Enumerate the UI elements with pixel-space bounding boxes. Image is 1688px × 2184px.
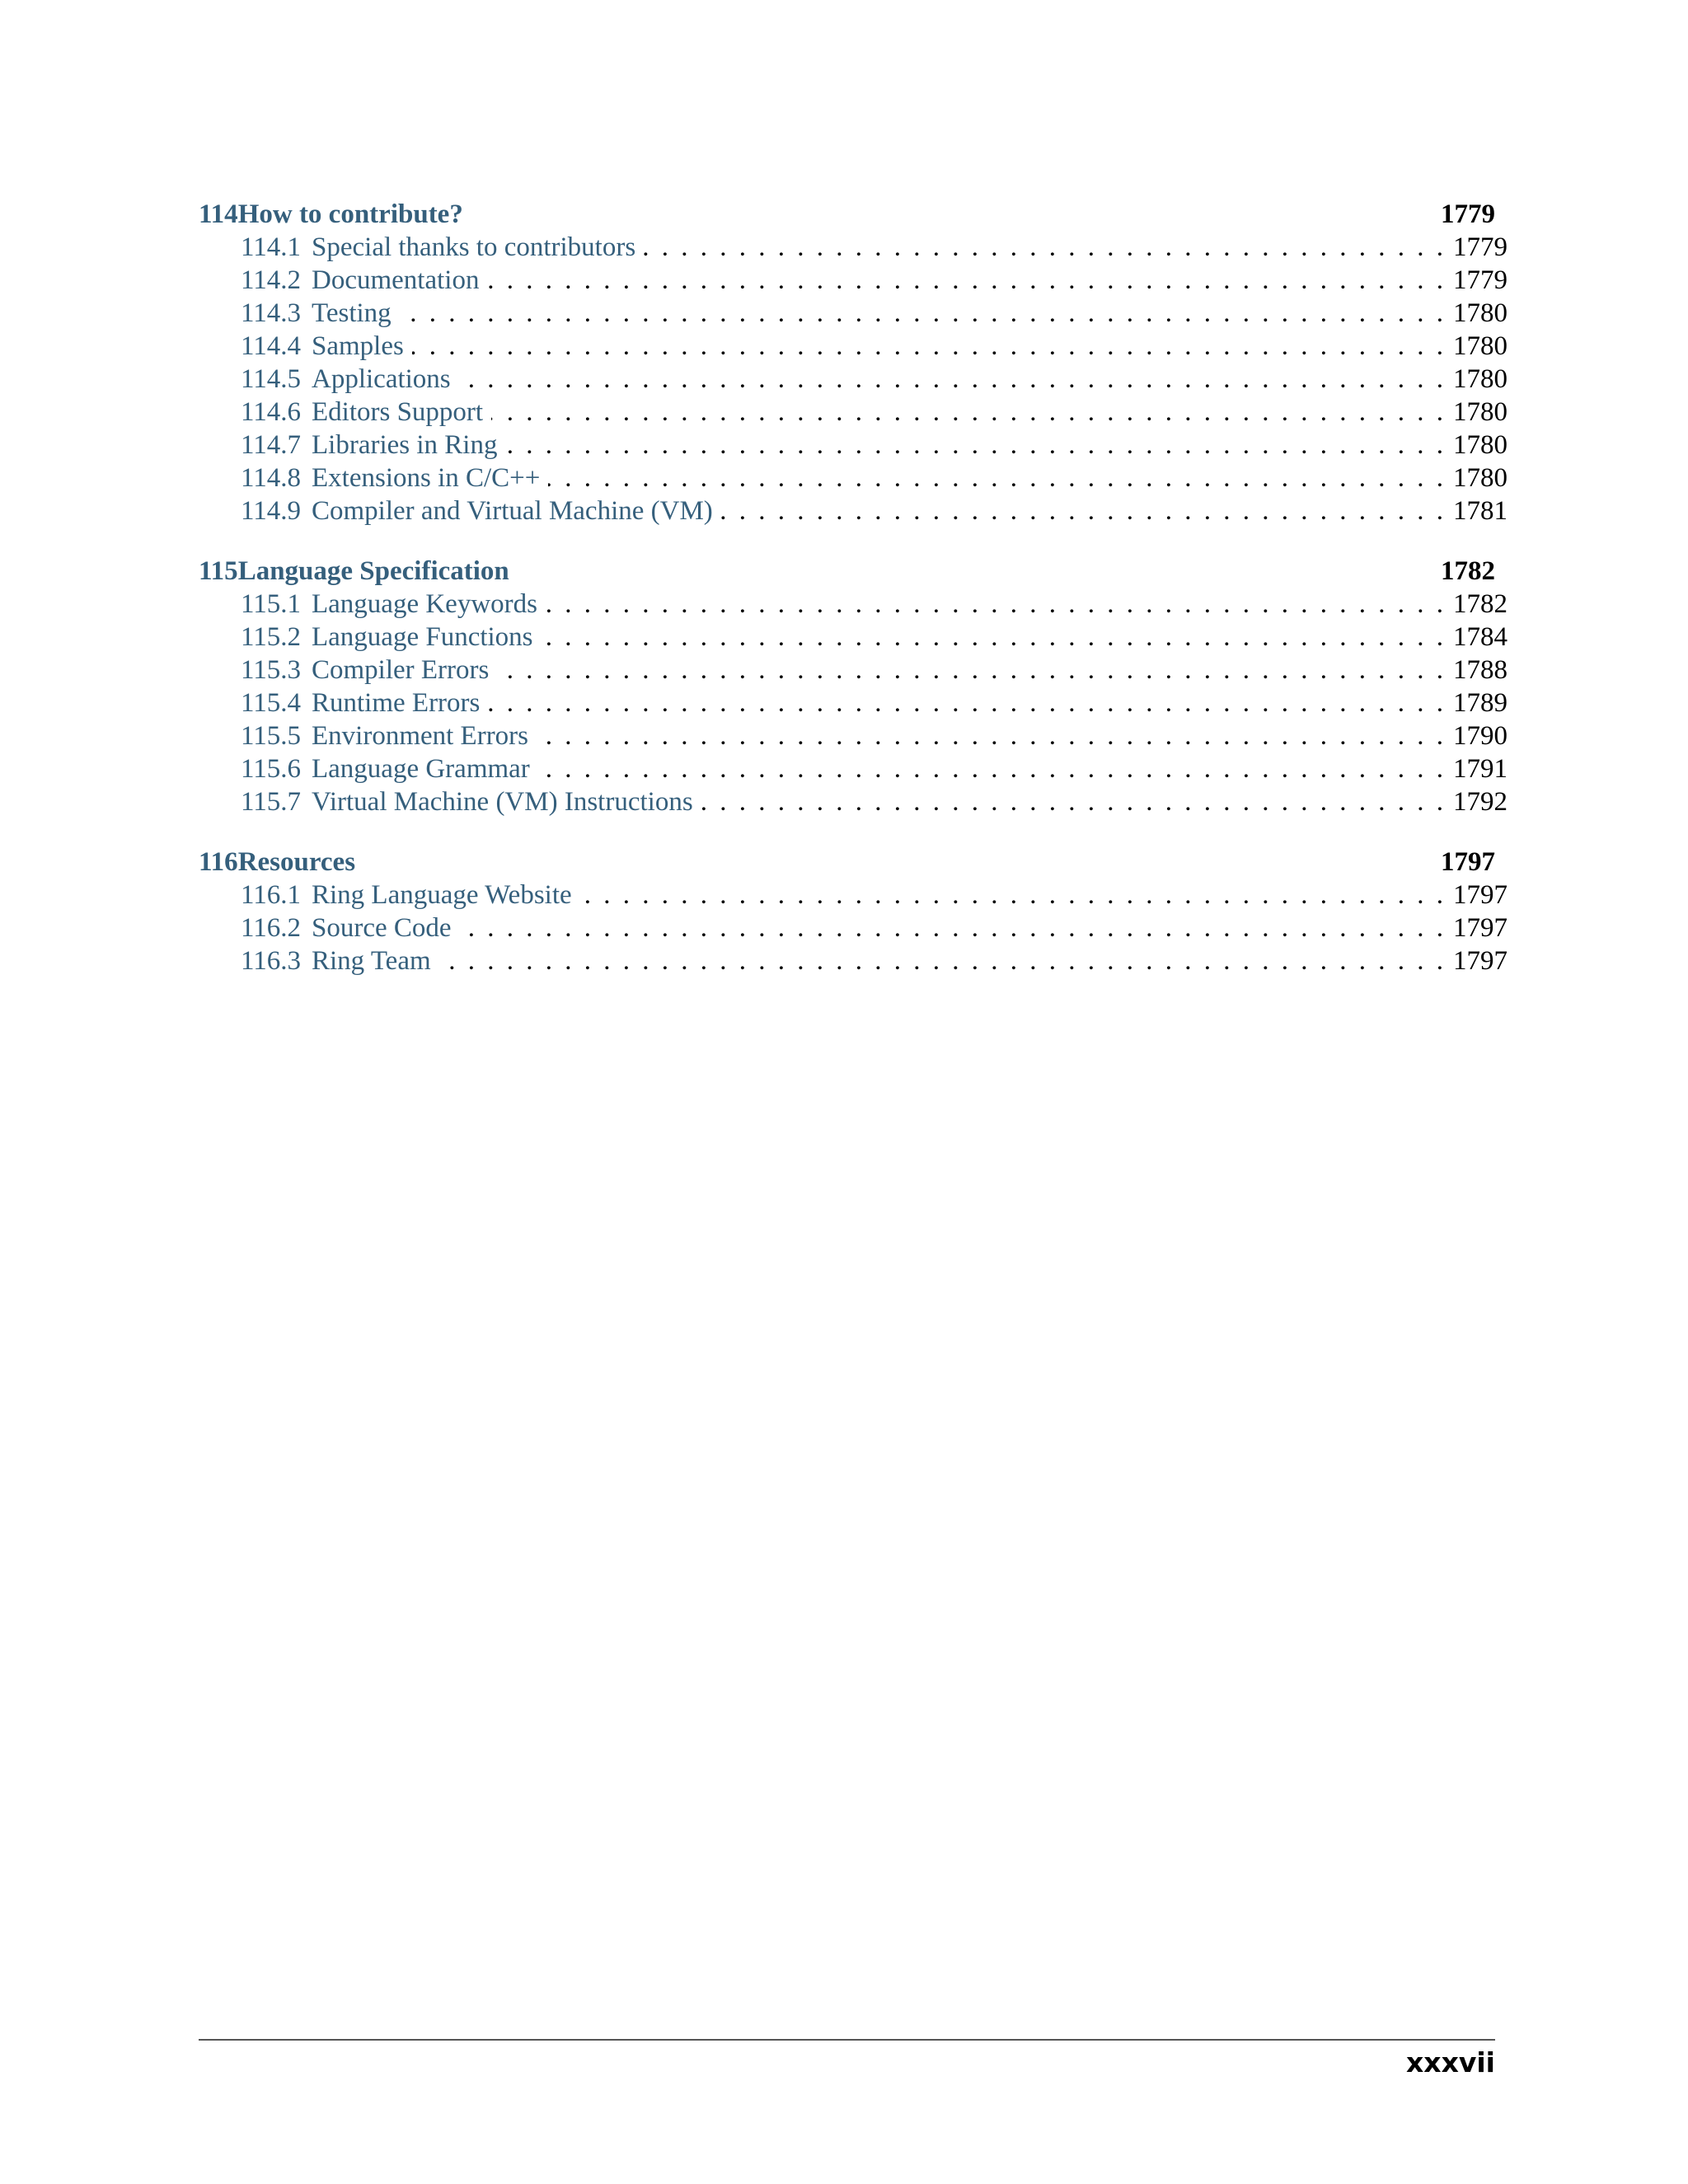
section-title-link[interactable]: Testing — [312, 298, 392, 328]
section-page-number: 1780 — [1453, 430, 1507, 460]
chapter-title-link[interactable]: Resources — [237, 847, 356, 877]
section-page-number: 1779 — [1453, 232, 1507, 262]
section-number[interactable]: 115.5 — [241, 721, 302, 751]
dot-leader — [505, 429, 1443, 462]
section-number[interactable]: 115.2 — [241, 622, 302, 652]
section-number[interactable]: 116.3 — [241, 946, 302, 976]
chapter-number[interactable]: 115 — [199, 556, 238, 586]
toc-entry[interactable] — [199, 297, 1507, 330]
toc-entry[interactable] — [199, 588, 1507, 621]
section-number[interactable]: 114.2 — [241, 265, 302, 295]
toc-entry[interactable] — [199, 719, 1507, 752]
dot-leader — [488, 687, 1443, 719]
toc-entry[interactable] — [199, 462, 1507, 494]
chapter-title-link[interactable]: How to contribute? — [237, 199, 463, 229]
dot-leader — [721, 494, 1443, 527]
dot-leader — [542, 621, 1443, 654]
section-number[interactable]: 114.3 — [241, 298, 302, 328]
section-title-link[interactable]: Language Keywords — [312, 589, 537, 619]
section-title-link[interactable]: Ring Language Website — [312, 880, 572, 910]
toc-chapter — [199, 198, 1507, 527]
dot-leader — [459, 363, 1443, 396]
section-page-number: 1789 — [1453, 688, 1507, 718]
toc-chapter-heading[interactable] — [199, 198, 1507, 231]
section-page-number: 1797 — [1453, 946, 1507, 976]
chapter-number[interactable]: 114 — [199, 199, 238, 229]
section-title-link[interactable]: Source Code — [312, 913, 452, 943]
toc-chapter — [199, 846, 1507, 977]
section-title-link[interactable]: Ring Team — [312, 946, 431, 976]
chapter-page-number: 1797 — [1441, 847, 1495, 877]
toc-entry[interactable] — [199, 912, 1507, 944]
toc-chapter-heading[interactable] — [199, 555, 1507, 588]
section-number[interactable]: 115.7 — [241, 787, 302, 817]
dot-leader — [497, 654, 1443, 687]
page-folio: xxxvii — [1406, 2046, 1495, 2079]
toc-entry[interactable] — [199, 231, 1507, 264]
section-number[interactable]: 114.5 — [241, 364, 302, 394]
dot-leader — [548, 462, 1443, 494]
toc-chapter — [199, 555, 1507, 818]
toc-entry[interactable] — [199, 330, 1507, 363]
section-title-link[interactable]: Language Grammar — [312, 754, 530, 784]
section-page-number: 1797 — [1453, 913, 1507, 943]
toc-entry[interactable] — [199, 363, 1507, 396]
dot-leader — [546, 588, 1443, 621]
chapter-title-link[interactable]: Language Specification — [237, 556, 509, 586]
section-number[interactable]: 115.3 — [241, 655, 302, 685]
section-title-link[interactable]: Environment Errors — [312, 721, 529, 751]
dot-leader — [537, 719, 1443, 752]
toc-entry[interactable] — [199, 687, 1507, 719]
toc-chapter-heading[interactable] — [199, 846, 1507, 879]
section-title-link[interactable]: Compiler Errors — [312, 655, 490, 685]
section-page-number: 1782 — [1453, 589, 1507, 619]
section-number[interactable]: 114.6 — [241, 397, 302, 427]
section-title-link[interactable]: Runtime Errors — [312, 688, 481, 718]
section-number[interactable]: 114.9 — [241, 496, 302, 526]
footer-rule — [199, 2039, 1495, 2041]
chapter-number[interactable]: 116 — [199, 847, 238, 877]
section-title-link[interactable]: Language Functions — [312, 622, 533, 652]
section-page-number: 1784 — [1453, 622, 1507, 652]
section-page-number: 1780 — [1453, 364, 1507, 394]
toc-entry[interactable] — [199, 494, 1507, 527]
section-number[interactable]: 114.7 — [241, 430, 302, 460]
section-page-number: 1788 — [1453, 655, 1507, 685]
toc-entry[interactable] — [199, 785, 1507, 818]
section-page-number: 1779 — [1453, 265, 1507, 295]
section-number[interactable]: 115.6 — [241, 754, 302, 784]
section-title-link[interactable]: Editors Support — [312, 397, 484, 427]
toc-entry[interactable] — [199, 752, 1507, 785]
dot-leader — [460, 912, 1443, 944]
toc-entry[interactable] — [199, 396, 1507, 429]
section-title-link[interactable]: Special thanks to contributors — [312, 232, 636, 262]
section-page-number: 1780 — [1453, 397, 1507, 427]
section-number[interactable]: 114.1 — [241, 232, 302, 262]
section-number[interactable]: 116.2 — [241, 913, 302, 943]
toc-entry[interactable] — [199, 264, 1507, 297]
section-page-number: 1791 — [1453, 754, 1507, 784]
section-number[interactable]: 114.8 — [241, 463, 302, 493]
section-page-number: 1790 — [1453, 721, 1507, 751]
section-title-link[interactable]: Virtual Machine (VM) Instructions — [312, 787, 693, 817]
section-title-link[interactable]: Documentation — [312, 265, 480, 295]
dot-leader — [580, 879, 1443, 912]
toc-entry[interactable] — [199, 429, 1507, 462]
chapter-page-number: 1782 — [1441, 556, 1495, 586]
dot-leader — [538, 752, 1443, 785]
section-number[interactable]: 115.1 — [241, 589, 302, 619]
section-title-link[interactable]: Extensions in C/C++ — [312, 463, 541, 493]
section-page-number: 1780 — [1453, 331, 1507, 361]
toc-entry[interactable] — [199, 879, 1507, 912]
dot-leader — [701, 785, 1443, 818]
section-title-link[interactable]: Samples — [312, 331, 404, 361]
toc-entry[interactable] — [199, 944, 1507, 977]
toc-entry[interactable] — [199, 621, 1507, 654]
dot-leader — [644, 231, 1443, 264]
section-page-number: 1797 — [1453, 880, 1507, 910]
section-page-number: 1792 — [1453, 787, 1507, 817]
section-title-link[interactable]: Libraries in Ring — [312, 430, 498, 460]
section-page-number: 1780 — [1453, 463, 1507, 493]
dot-leader — [400, 297, 1443, 330]
section-page-number: 1780 — [1453, 298, 1507, 328]
dot-leader — [412, 330, 1443, 363]
section-page-number: 1781 — [1453, 496, 1507, 526]
table-of-contents — [199, 198, 1507, 1005]
chapter-page-number: 1779 — [1441, 199, 1495, 229]
section-title-link[interactable]: Compiler and Virtual Machine (VM) — [312, 496, 713, 526]
section-number[interactable]: 115.4 — [241, 688, 302, 718]
section-number[interactable]: 116.1 — [241, 880, 302, 910]
section-title-link[interactable]: Applications — [312, 364, 451, 394]
toc-entry[interactable] — [199, 654, 1507, 687]
section-number[interactable]: 114.4 — [241, 331, 302, 361]
dot-leader — [487, 264, 1443, 297]
dot-leader — [439, 944, 1443, 977]
dot-leader — [491, 396, 1443, 429]
